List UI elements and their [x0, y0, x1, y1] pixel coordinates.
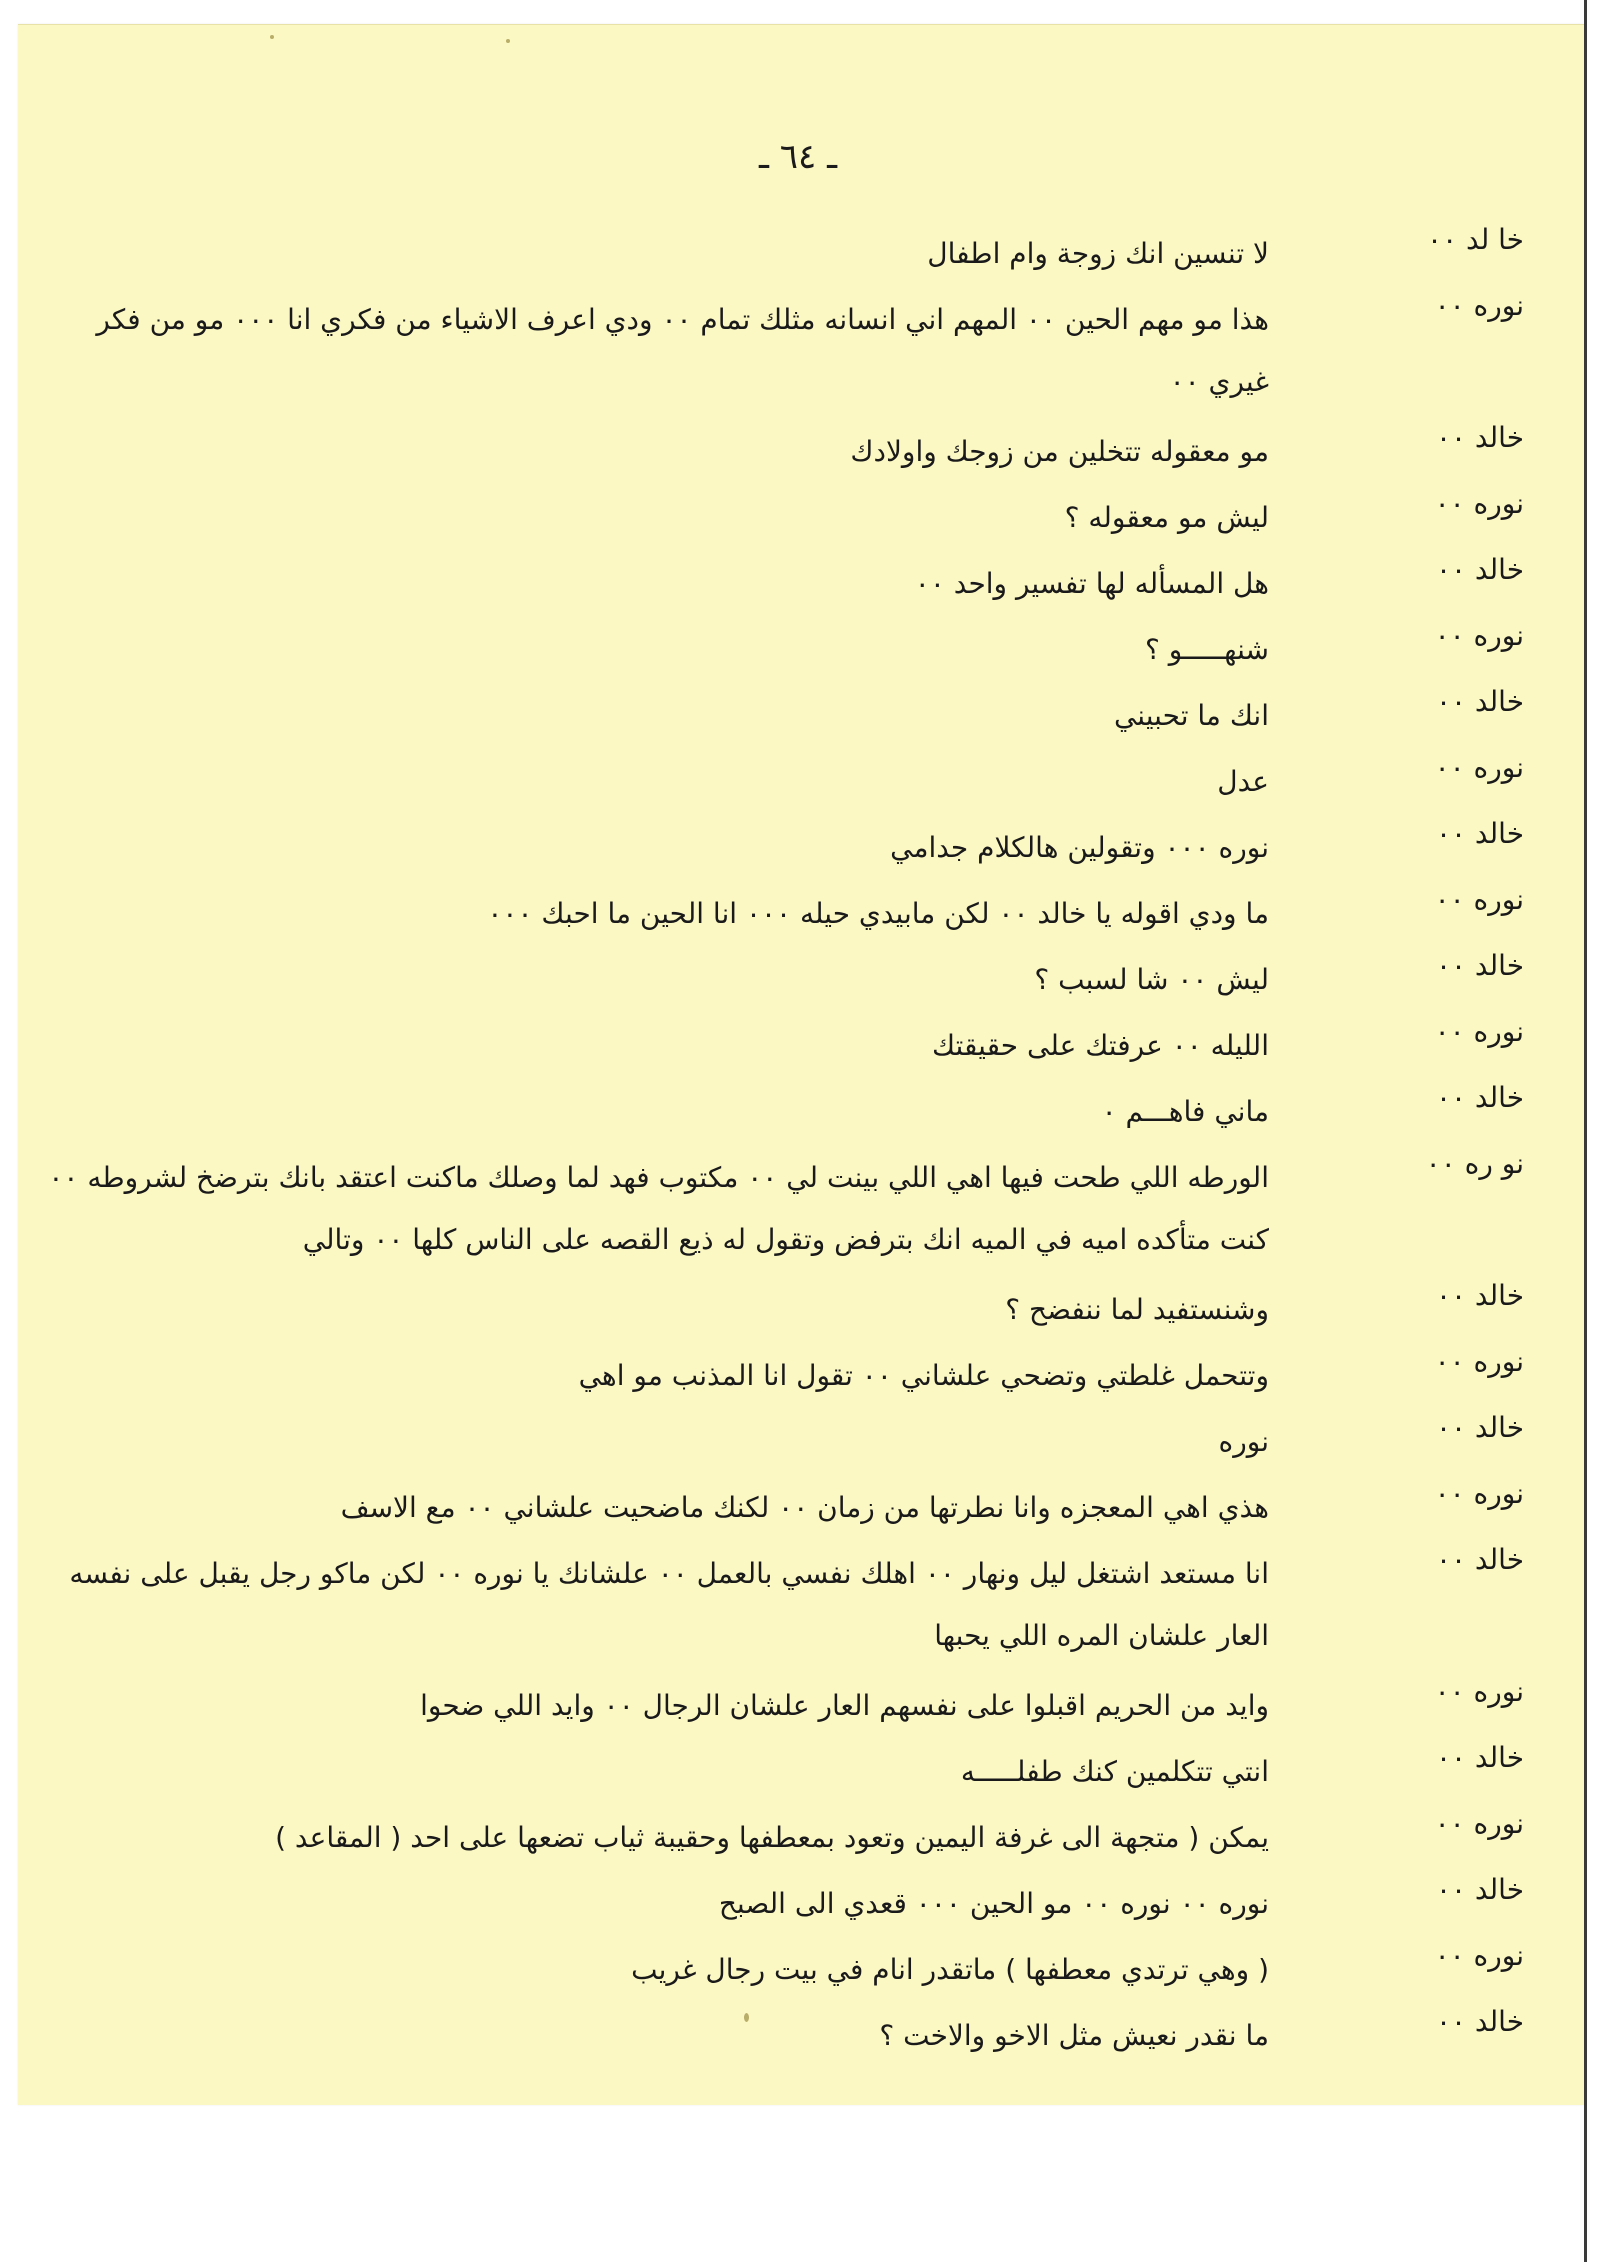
dialogue-text: ما ودي اقوله يا خالد ٠٠ لكن مابيدي حيله ٠٠٠ انا الحين ما احبك ٠٠٠	[487, 897, 1269, 930]
dialogue-line	[18, 479, 1584, 545]
dialogue-line	[18, 1403, 1584, 1469]
dialogue-text: لا تنسين انك زوجة وام اطفال	[927, 237, 1269, 270]
speaker-name: نوره ٠٠	[1434, 883, 1524, 916]
dialogue-line	[18, 677, 1584, 743]
dialogue-text: ما نقدر نعيش مثل الاخو والاخت ؟	[879, 2019, 1269, 2052]
dialogue-line	[18, 1139, 1584, 1271]
speaker-name: نوره ٠٠	[1434, 1477, 1524, 1510]
speaker-name: نوره ٠٠	[1434, 1675, 1524, 1708]
dialogue-text: هذي اهي المعجزه وانا نطرتها من زمان ٠٠ لكنك ماضحيت علشاني ٠٠ مع الاسف	[340, 1491, 1269, 1524]
dialogue-line	[18, 1799, 1584, 1865]
dialogue-list	[18, 215, 1584, 2063]
speaker-name: خالد ٠٠	[1435, 1741, 1524, 1774]
dialogue-text: نوره ٠٠ نوره ٠٠ مو الحين ٠٠٠ قعدي الى الصبح	[718, 1887, 1269, 1920]
dialogue-text: ماني فاهـــم ٠	[1101, 1095, 1269, 1128]
dialogue-text: شنهـــــو ؟	[1144, 633, 1269, 666]
dialogue-text: ليش مو معقوله ؟	[1064, 501, 1269, 534]
dialogue-text: انك ما تحبيني	[1113, 699, 1269, 732]
dialogue-line	[18, 1667, 1584, 1733]
speaker-name: نوره ٠٠	[1434, 1939, 1524, 1972]
speaker-name: نوره ٠٠	[1434, 289, 1524, 322]
dialogue-line	[18, 1733, 1584, 1799]
dialogue-line	[18, 875, 1584, 941]
dialogue-line	[18, 215, 1584, 281]
dialogue-text: وشنستفيد لما ننفضح ؟	[1005, 1293, 1269, 1326]
dialogue-line	[18, 1997, 1584, 2063]
dialogue-line	[18, 1469, 1584, 1535]
dialogue-text: انتي تتكلمين كنك طفلـــــه	[960, 1755, 1269, 1788]
speaker-name: نوره ٠٠	[1434, 751, 1524, 784]
dialogue-text: الورطه اللي طحت فيها اهي اللي بينت لي ٠٠ مكتوب فهد لما وصلك ماكنت اعتقد بانك بترضخ لشروطه ٠٠ كنت متأكده اميه في الميه انك بترفض وتقول له ذيع القصه على الناس كلها ٠٠ وتالي	[48, 1161, 1269, 1256]
dialogue-line	[18, 743, 1584, 809]
speaker-name: خالد ٠٠	[1435, 817, 1524, 850]
document-page	[18, 24, 1584, 2105]
dialogue-text: ( وهي ترتدي معطفها ) ماتقدر انام في بيت رجال غريب	[631, 1953, 1269, 1986]
dialogue-text: هل المسأله لها تفسير واحد ٠٠	[914, 567, 1269, 600]
dialogue-line	[18, 1535, 1584, 1667]
dialogue-line	[18, 611, 1584, 677]
speaker-name: نوره ٠٠	[1434, 619, 1524, 652]
paper-speck	[270, 35, 274, 39]
speaker-name: خالد ٠٠	[1435, 685, 1524, 718]
dialogue-text: مو معقوله تتخلين من زوجك واولادك	[850, 435, 1269, 468]
dialogue-line	[18, 545, 1584, 611]
speaker-name: نوره ٠٠	[1434, 1015, 1524, 1048]
dialogue-line	[18, 1931, 1584, 1997]
dialogue-text: يمكن ( متجهة الى غرفة اليمين وتعود بمعطفها وحقيبة ثياب تضعها على احد ( المقاعد )	[275, 1821, 1269, 1854]
paper-speck	[506, 39, 510, 43]
dialogue-line	[18, 413, 1584, 479]
dialogue-line	[18, 1865, 1584, 1931]
speaker-name: نوره ٠٠	[1434, 1345, 1524, 1378]
dialogue-text: وايد من الحريم اقبلوا على نفسهم العار علشان الرجال ٠٠ وايد اللي ضحوا	[420, 1689, 1269, 1722]
speaker-name: خا لد ٠٠	[1427, 223, 1524, 256]
dialogue-line	[18, 941, 1584, 1007]
speaker-name: خالد ٠٠	[1435, 1543, 1524, 1576]
speaker-name: خالد ٠٠	[1435, 553, 1524, 586]
dialogue-line	[18, 1337, 1584, 1403]
speaker-name: خالد ٠٠	[1435, 1873, 1524, 1906]
speaker-name: خالد ٠٠	[1435, 949, 1524, 982]
speaker-name: خالد ٠٠	[1435, 2005, 1524, 2038]
dialogue-text: الليله ٠٠ عرفتك على حقيقتك	[931, 1029, 1269, 1062]
speaker-name: خالد ٠٠	[1435, 1081, 1524, 1114]
dialogue-line	[18, 1073, 1584, 1139]
dialogue-text: وتتحمل غلطتي وتضحي علشاني ٠٠ تقول انا المذنب مو اهي	[578, 1359, 1269, 1392]
page-number: ـ ٦٤ ـ	[758, 137, 838, 177]
speaker-name: نوره ٠٠	[1434, 1807, 1524, 1840]
page-edge	[1584, 0, 1587, 2262]
speaker-name: خالد ٠٠	[1435, 1279, 1524, 1312]
paper-speck	[744, 2013, 749, 2022]
dialogue-line	[18, 1007, 1584, 1073]
speaker-name: خالد ٠٠	[1435, 1411, 1524, 1444]
dialogue-text: نوره	[1218, 1425, 1269, 1458]
dialogue-text: انا مستعد اشتغل ليل ونهار ٠٠ اهلك نفسي بالعمل ٠٠ علشانك يا نوره ٠٠ لكن ماكو رجل يقبل على نفسه العار علشان المره اللي يحبها	[69, 1557, 1269, 1652]
dialogue-line	[18, 1271, 1584, 1337]
dialogue-text: نوره ٠٠٠ وتقولين هالكلام جدامي	[890, 831, 1269, 864]
speaker-name: خالد ٠٠	[1435, 421, 1524, 454]
dialogue-text: ليش ٠٠ شا لسبب ؟	[1034, 963, 1269, 996]
speaker-name: نو ره ٠٠	[1425, 1147, 1524, 1180]
dialogue-text: عدل	[1217, 765, 1269, 798]
dialogue-line	[18, 809, 1584, 875]
dialogue-text: هذا مو مهم الحين ٠٠ المهم اني انسانه مثلك تمام ٠٠ ودي اعرف الاشياء من فكري انا ٠٠٠ مو من فكر غيري ٠٠	[96, 303, 1269, 398]
dialogue-line	[18, 281, 1584, 413]
speaker-name: نوره ٠٠	[1434, 487, 1524, 520]
